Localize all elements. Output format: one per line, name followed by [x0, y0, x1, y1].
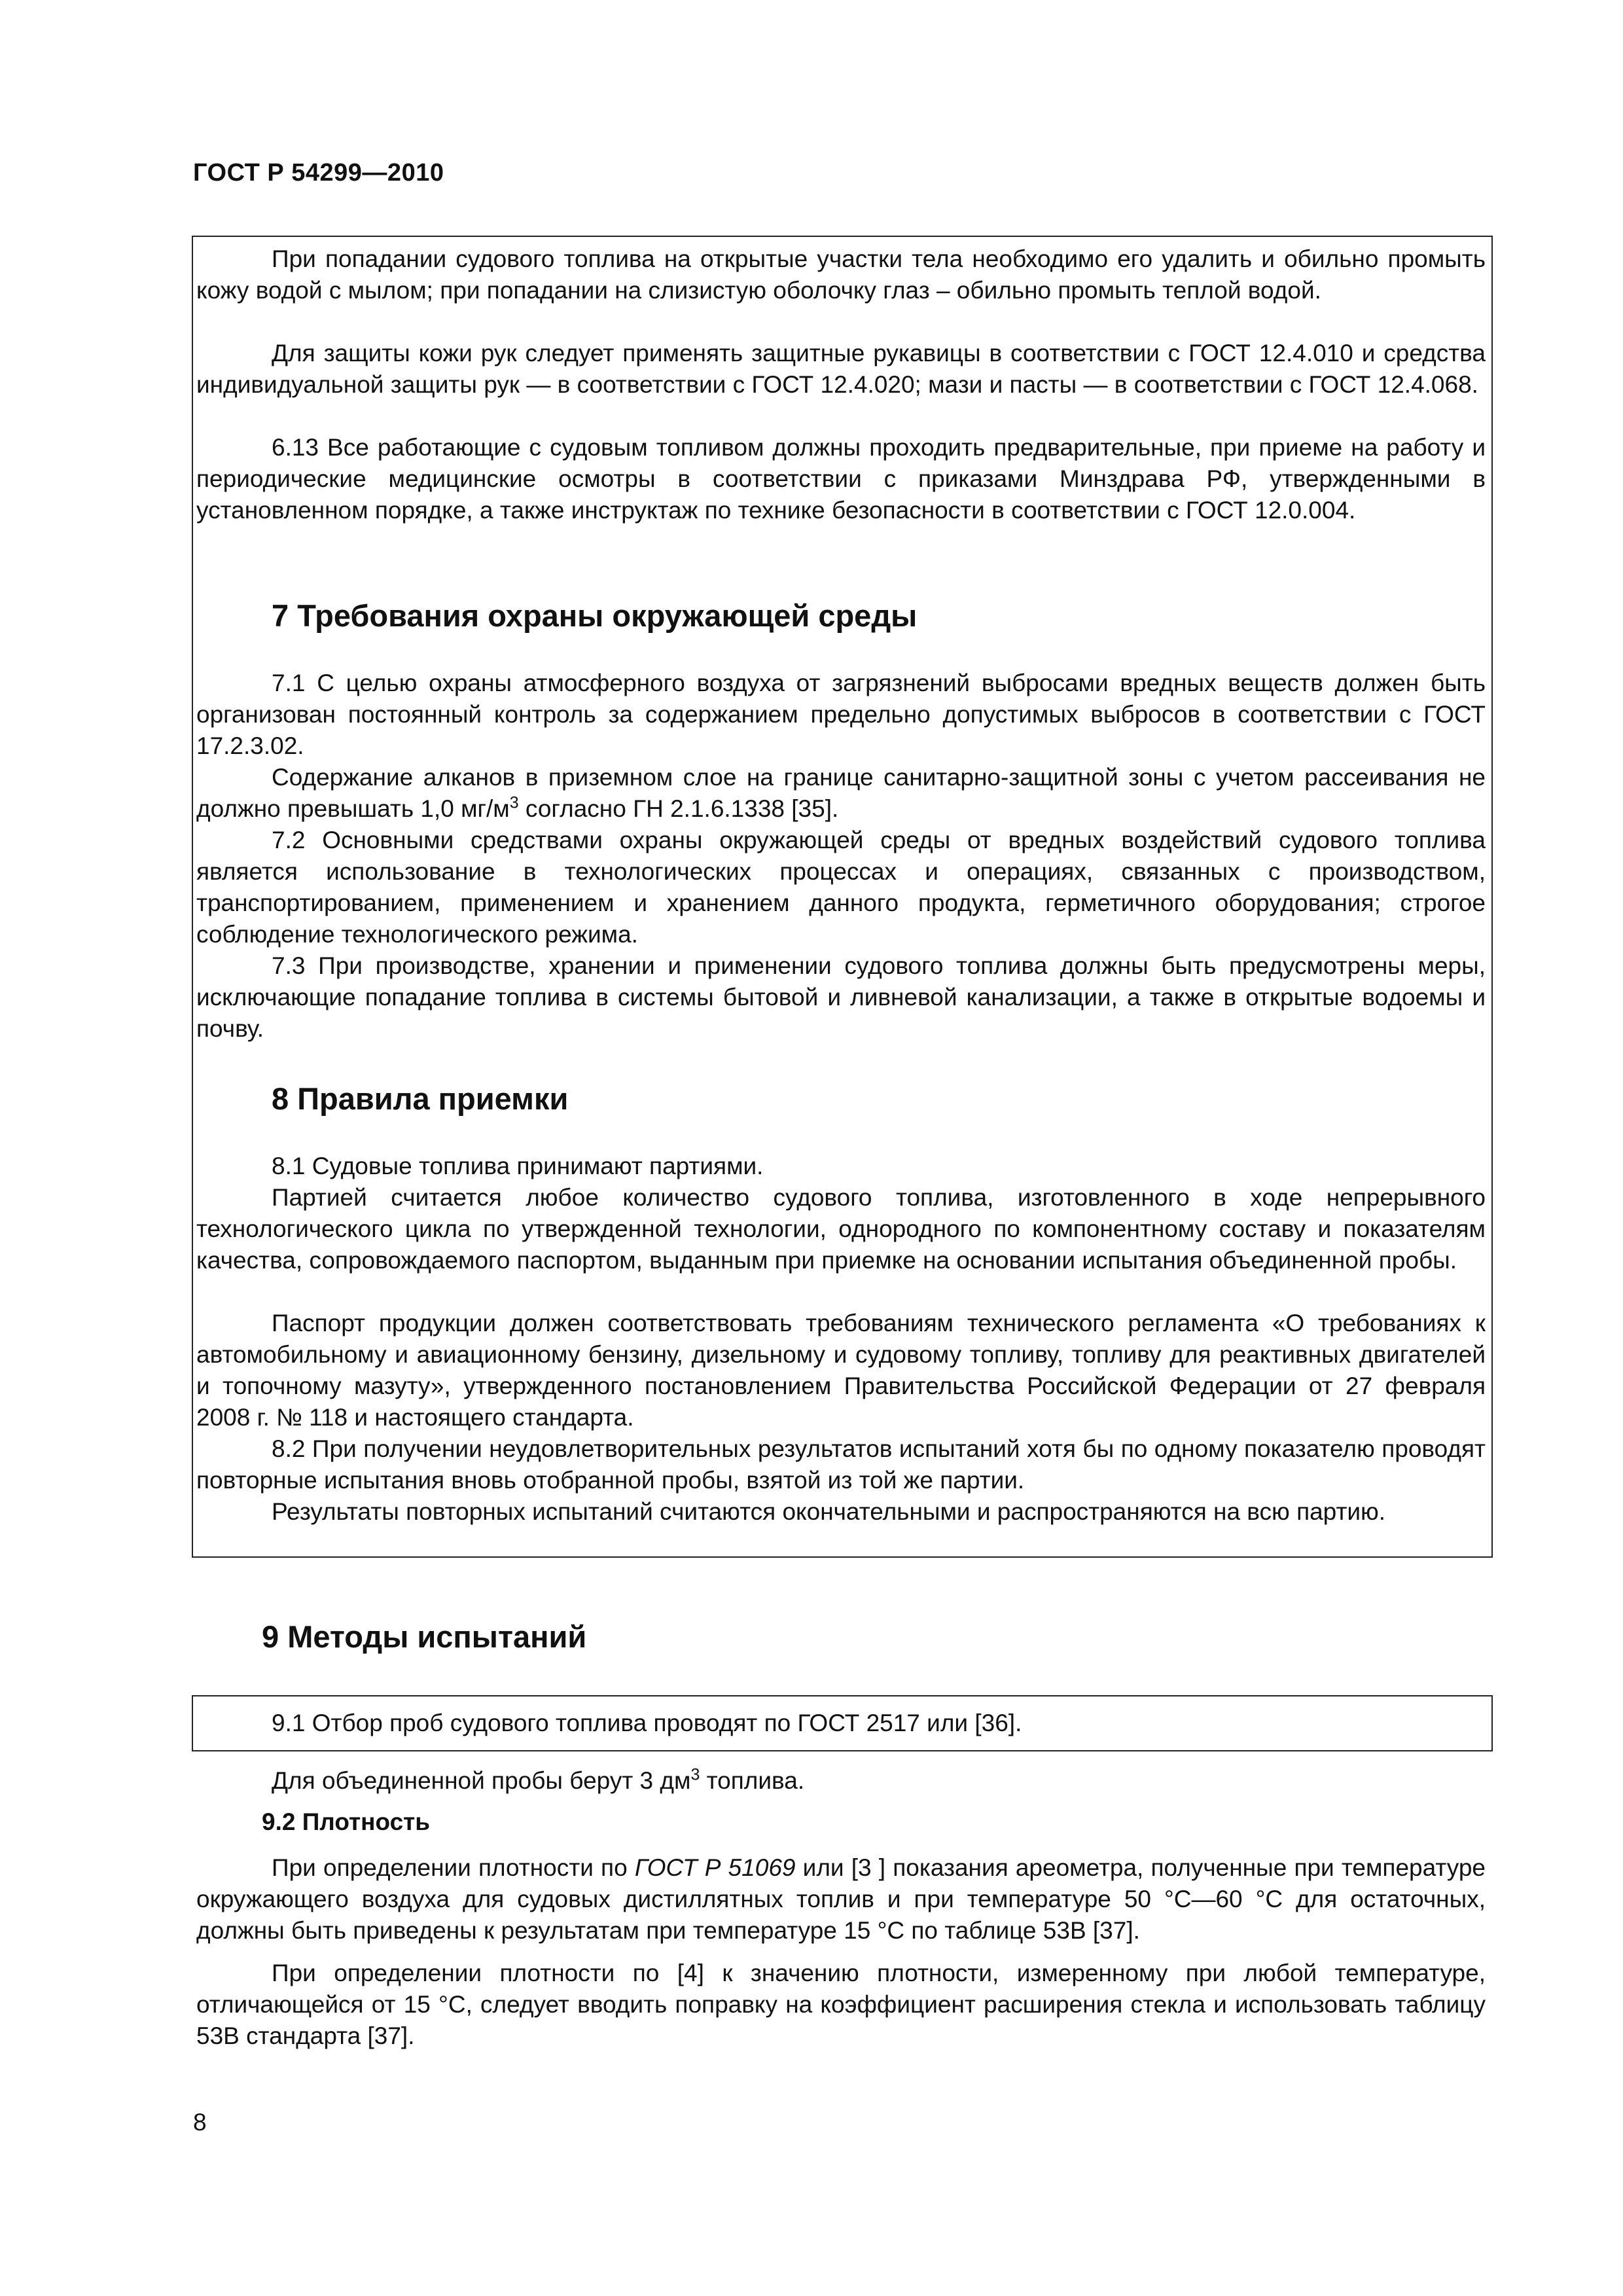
section-8-title: 8 Правила приемки [272, 1081, 569, 1116]
density-text-a: При определении плотности по [272, 1854, 635, 1881]
paragraph-density-1 [196, 1852, 1486, 1946]
paragraph-8-1: 8.1 Судовые топлива принимают партиями. [272, 1153, 764, 1179]
paragraph-density-2: При определении плотности по [4] к значению плотности, измеренному при любой температуре, отличающейся от 15 °С, следует вводить поправку на коэффициент расширения стекла и использовать таблицу 53В стандарта [37]. [196, 1960, 1486, 2049]
paragraph-skin-contact: При попадании судового топлива на открытые участки тела необходимо его удалить и обильно промыть кожу водой с мылом; при попадании на слизистую оболочку глаз – обильно промыть теплой водой. [196, 245, 1486, 304]
paragraph-batch: Партией считается любое количество судового топлива, изготовленного в ходе непрерывного технологического цикла по утвержденной технологии, однородного по компонентному составу и показателям качества, сопровождаемого паспортом, выданным при приемке на основании испытания объединенной пробы. [196, 1184, 1486, 1274]
combined-sample-text-b: топлива. [700, 1767, 805, 1794]
paragraph-7-3: 7.3 При производстве, хранении и применении судового топлива должны быть предусмотрены меры, исключающие попадание топлива в системы бытовой и ливневой канализации, а также в открытые водоемы и почву. [196, 952, 1486, 1042]
paragraph-combined-sample [196, 1765, 1486, 1797]
paragraph-passport: Паспорт продукции должен соответствовать требованиям технического регламента «О требованиях к автомобильному и авиационному бензину, дизельному и судовому топливу, топливу для реактивных двигателей и топочному мазуту», утвержденного постановлением Правительства Российской Федерации от 27 февраля 2008 г. № 118 и настоящего стандарта. [196, 1310, 1486, 1431]
document-header: ГОСТ Р 54299—2010 [193, 159, 444, 187]
paragraph-hand-protection: Для защиты кожи рук следует применять защитные рукавицы в соответствии с ГОСТ 12.4.010 и средства индивидуальной защиты рук — в соответствии с ГОСТ 12.4.020; мази и пасты — в соответствии с ГОСТ 12.4.068. [196, 340, 1486, 398]
paragraph-7-1: 7.1 С целью охраны атмосферного воздуха от загрязнений выбросами вредных веществ должен быть организован постоянный контроль за содержанием предельно допустимых выбросов в соответствии с ГОСТ 17.2.3.02. [196, 670, 1486, 759]
density-text-b: или [3 ] показания ареометра, полученные при температуре окружающего воздуха для судовых дистиллятных топлив и при температуре 50 °С—60 °С для остаточных, должны быть приведены к результатам при температуре 15 °С по таблице 53В [37]. [196, 1854, 1486, 1944]
alkanes-text-a: Содержание алканов в приземном слое на границе санитарно-защитной зоны с учетом рассеивания не должно превышать 1,0 мг/м [196, 764, 1486, 822]
alkanes-text-b: согласно ГН 2.1.6.1338 [35]. [518, 795, 839, 822]
paragraph-alkanes [196, 762, 1486, 825]
subsection-9-2-title: 9.2 Плотность [262, 1808, 431, 1835]
paragraph-6-13: 6.13 Все работающие с судовым топливом должны проходить предварительные, при приеме на работу и периодические медицинские осмотры в соответствии с приказами Минздрава РФ, утвержденными в установленном порядке, а также инструктаж по технике безопасности в соответствии с ГОСТ 12.0.004. [196, 434, 1486, 524]
combined-sample-text-a: Для объединенной пробы берут 3 дм [272, 1767, 691, 1794]
superscript-3: 3 [509, 793, 519, 812]
density-standard-ref: ГОСТ Р 51069 [634, 1854, 796, 1881]
paragraph-9-1: 9.1 Отбор проб судового топлива проводят по ГОСТ 2517 или [36]. [272, 1710, 1022, 1736]
superscript-3: 3 [690, 1765, 700, 1784]
section-7-title: 7 Требования охраны окружающей среды [272, 598, 918, 633]
page-number: 8 [193, 2109, 207, 2136]
paragraph-retest-results: Результаты повторных испытаний считаются окончательными и распространяются на всю партию. [272, 1498, 1386, 1525]
section-9-title: 9 Методы испытаний [262, 1619, 587, 1654]
paragraph-8-2: 8.2 При получении неудовлетворительных результатов испытаний хотя бы по одному показателю проводят повторные испытания вновь отобранной пробы, взятой из той же партии. [196, 1435, 1486, 1494]
paragraph-7-2: 7.2 Основными средствами охраны окружающей среды от вредных воздействий судового топлива является использование в технологических процессах и операциях, связанных с производством, транспортированием, применением и хранением данного продукта, герметичного оборудования; строгое соблюдение технологического режима. [196, 827, 1486, 948]
